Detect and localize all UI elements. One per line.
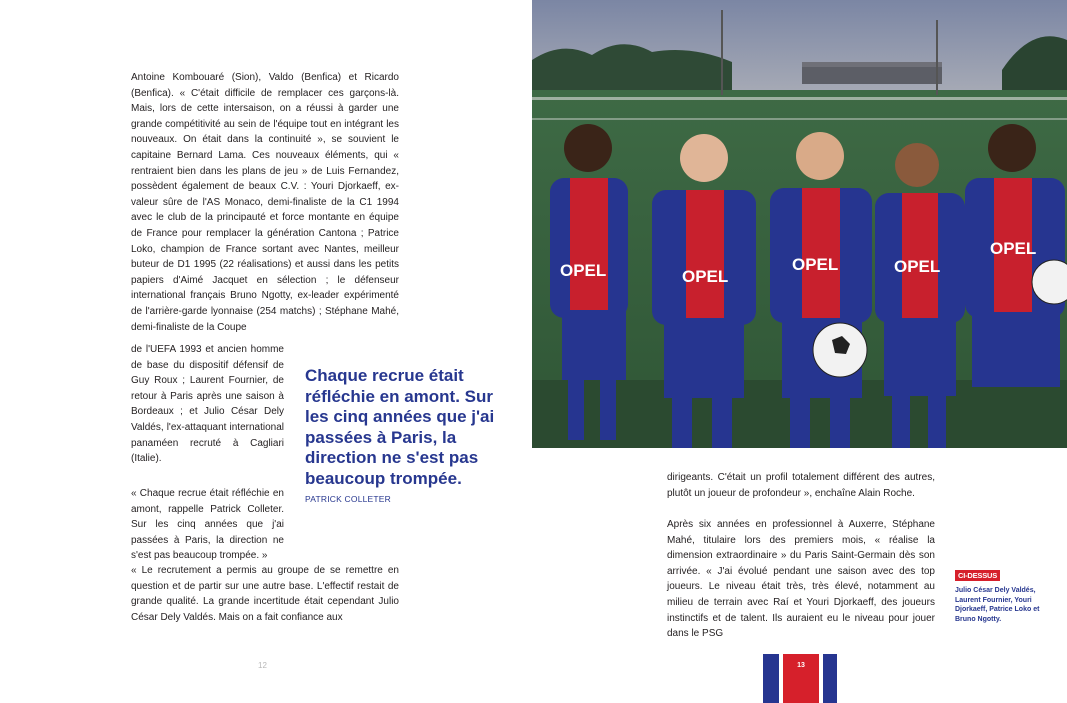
body-paragraph-3: « Le recrutement a permis au groupe de se remettre en question et de partir sur une autre base. L'effectif restait de grande qualité. La grande incertitude était cependant Julio César Dely Valdés. Mais on a fait confiance aux [131, 565, 399, 623]
caption-text: Julio César Dely Valdés, Laurent Fournier, Youri Djorkaeff, Patrice Loko et Bruno Ngotty. [955, 587, 1040, 624]
body-paragraph-1-continued: de l'UEFA 1993 et ancien homme de base du dispositif défensif de Guy Roux ; Laurent Fournier, de retour à Paris après une saison à Bordeaux ; et Julio César Dely Valdés, l'ex-attaquant international panaméen recruté à Cagliari (Italie). [131, 344, 284, 465]
sponsor-label-4: OPEL [894, 257, 941, 276]
blue-stripe-left [763, 654, 779, 703]
psg-stripes-footer [763, 654, 837, 703]
page-number-right: 13 [797, 662, 805, 669]
blue-stripe-right [823, 654, 837, 703]
caption-tag: CI-DESSUS [955, 570, 1000, 581]
pull-quote [305, 366, 495, 504]
right-body-paragraph-1: dirigeants. C'était un profil totalement différent des autres, plutôt un joueur de profondeur », enchaîne Alain Roche. [667, 472, 935, 499]
team-photo [532, 0, 1067, 448]
photo-caption [955, 565, 1041, 625]
body-paragraph-1: Antoine Kombouaré (Sion), Valdo (Benfica) et Ricardo (Benfica). « C'était difficile de remplacer ces garçons-là. Mais, lors de cette intersaison, on a réussi à garder une grande compétitivité au sein de l'équipe tout en intégrant les nouveaux. On était dans la continuité », se souvient le capitaine Bernard Lama. Ces nouveaux éléments, qui « rentraient bien dans les plans de jeu » de Luis Fernandez, possèdent également de beaux C.V. : Youri Djorkaeff, ex-valeur sûre de l'AS Monaco, demi-finaliste de la C1 1994 avec le club de la principauté et force montante en équipe de France pour remplacer la génération Cantona ; Patrice Loko, champion de France sortant avec Nantes, meilleur buteur de D1 1995 (22 réalisations) et aussi dans les petits papiers d'Aimé Jacquet en sélection ; le défenseur international français Bruno Ngotty, ex-leader expérimenté de l'arrière-garde lyonnaise (254 matchs) ; Stéphane Mahé, demi-finaliste de la Coupe [131, 72, 399, 333]
left-page [0, 0, 533, 703]
pull-quote-author: PATRICK COLLETER [305, 494, 392, 504]
page-number-left: 12 [258, 661, 267, 670]
right-body-paragraph-2: Après six années en professionnel à Auxerre, Stéphane Mahé, titulaire lors des premiers mois, « réalise la dimension extraordinaire » du Paris Saint-Germain dès son arrivée. « J'ai évolué pendant une saison avec des top joueurs. Le niveau était très, très élevé, notamment au milieu de terrain avec Raí et Youri Djorkaeff, des joueurs instinctifs et de talent. Ils auraient eu le niveau pour jouer dans le PSG [667, 519, 935, 640]
sponsor-label-2: OPEL [682, 267, 729, 286]
sponsor-label-5: OPEL [990, 239, 1037, 258]
sponsor-label-3: OPEL [792, 255, 839, 274]
pull-quote-text: Chaque recrue était réfléchie en amont. Sur les cinq années que j'ai passées à Paris, la direction ne s'est pas beaucoup trompée. [305, 366, 495, 488]
sponsor-label-1: OPEL [560, 261, 607, 280]
body-paragraph-2: « Chaque recrue était réfléchie en amont, rappelle Patrick Colleter. Sur les cinq années que j'ai passées à Paris, la direction ne s'est pas beaucoup trompée. » [131, 488, 284, 562]
